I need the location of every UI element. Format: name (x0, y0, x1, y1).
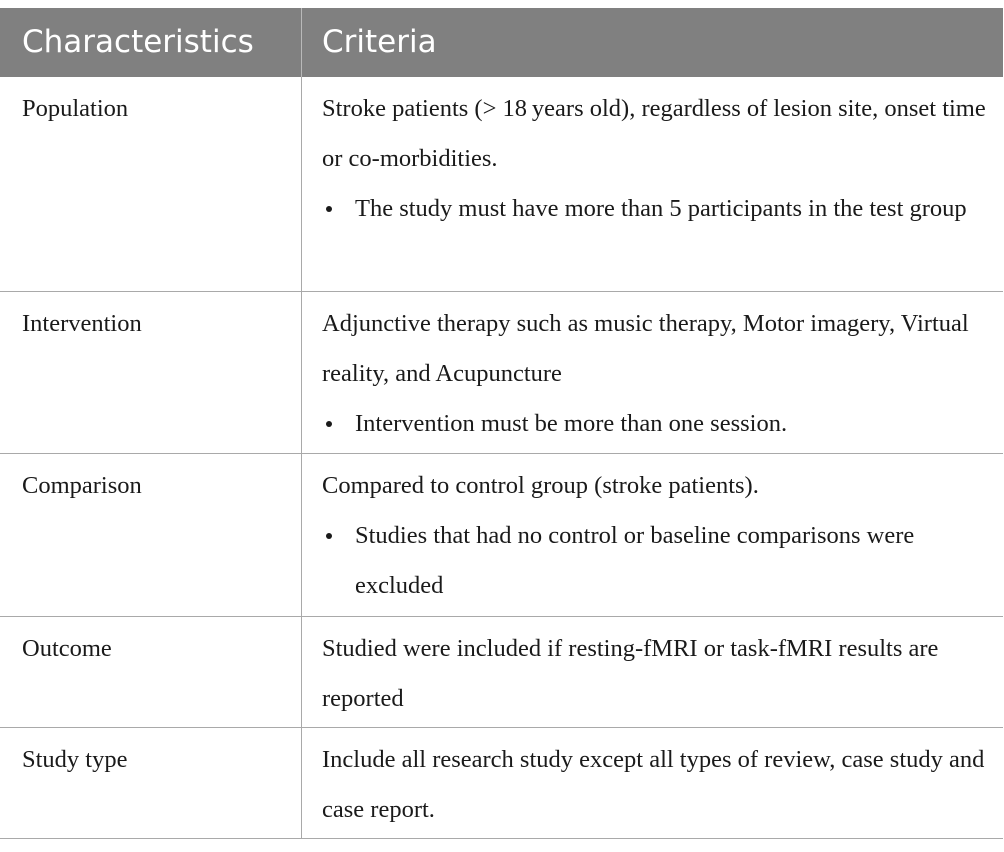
criteria-text: Include all research study except all types of review, case study and case report. (322, 746, 985, 823)
row-criteria (302, 454, 1003, 616)
table-row (0, 292, 1003, 454)
row-characteristic: Intervention (0, 292, 302, 453)
row-characteristic: Population (0, 77, 302, 291)
row-criteria (302, 728, 1003, 838)
criteria-table (0, 8, 1003, 839)
bullet-icon (322, 399, 355, 449)
row-characteristic: Outcome (0, 617, 302, 727)
criteria-text: Adjunctive therapy such as music therapy, Motor imagery, Virtual reality, and Acupuncture (322, 310, 969, 387)
table-row (0, 77, 1003, 292)
table-header (0, 8, 1003, 77)
row-characteristic: Study type (0, 728, 302, 838)
row-criteria (302, 77, 1003, 291)
bullet-item (322, 511, 987, 611)
bullet-text: Studies that had no control or baseline comparisons were excluded (355, 522, 915, 599)
bullet-text: Intervention must be more than one session. (355, 410, 788, 437)
bullet-item (322, 184, 987, 234)
table-row (0, 728, 1003, 839)
bullet-icon (322, 184, 355, 234)
table-row (0, 454, 1003, 617)
row-criteria (302, 617, 1003, 727)
table-row (0, 617, 1003, 728)
criteria-text: Stroke patients (> 18 years old), regardless of lesion site, onset time or co-morbidities. (322, 95, 986, 172)
criteria-text: Studied were included if resting-fMRI or task-fMRI results are reported (322, 635, 939, 712)
row-criteria (302, 292, 1003, 453)
bullet-item (322, 399, 987, 449)
row-characteristic: Comparison (0, 454, 302, 616)
criteria-text: Compared to control group (stroke patients). (322, 472, 759, 499)
header-characteristics: Characteristics (0, 8, 302, 77)
bullet-icon (322, 511, 355, 611)
bullet-text: The study must have more than 5 participants in the test group (355, 195, 967, 222)
header-criteria: Criteria (322, 24, 437, 60)
